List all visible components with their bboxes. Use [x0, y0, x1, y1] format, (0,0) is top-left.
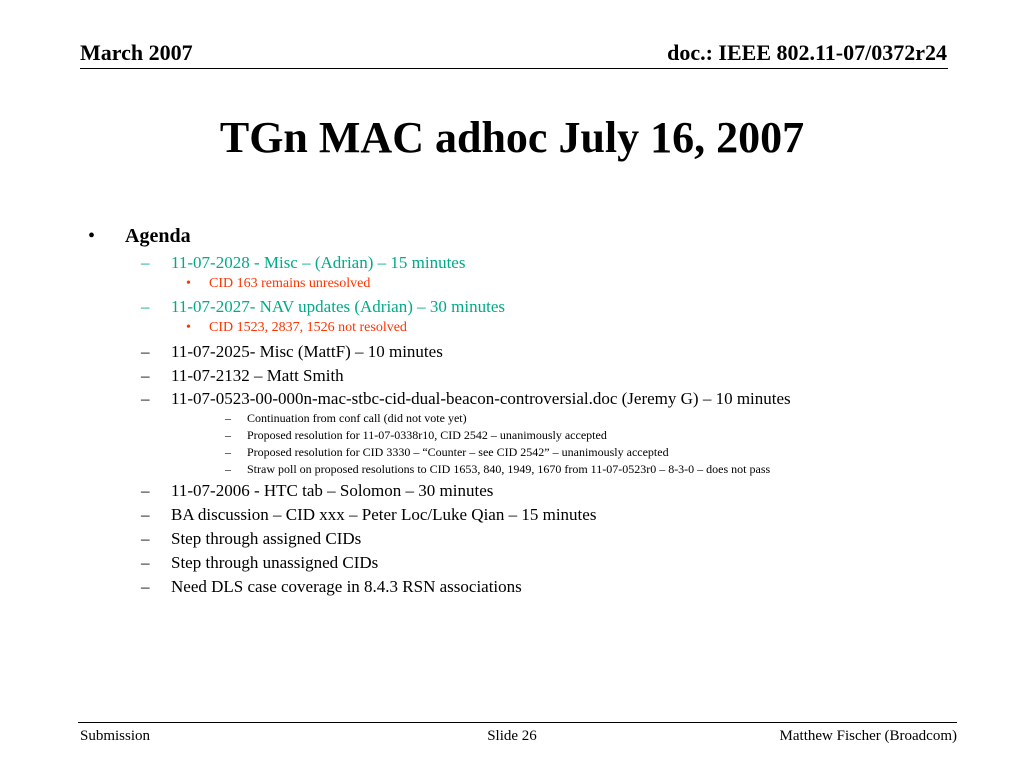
agenda-item-text: 11-07-2025- Misc (MattF) – 10 minutes: [171, 342, 443, 361]
dash-marker: –: [141, 553, 150, 572]
agenda-item-text: Proposed resolution for CID 3330 – “Counter – see CID 2542” – unanimously accepted: [247, 445, 669, 459]
bullet-marker: •: [88, 225, 96, 247]
agenda-item-text: BA discussion – CID xxx – Peter Loc/Luke Qian – 15 minutes: [171, 505, 597, 524]
agenda-item-text: 11-07-2028 - Misc – (Adrian) – 15 minutes: [171, 253, 466, 272]
agenda-item-text: Need DLS case coverage in 8.4.3 RSN associations: [171, 577, 522, 596]
header-date: March 2007: [80, 40, 193, 65]
bullet-marker: •: [186, 320, 191, 335]
header-doc-id: doc.: IEEE 802.11-07/0372r24: [667, 40, 947, 65]
agenda-item-text: CID 1523, 2837, 1526 not resolved: [209, 320, 407, 335]
dash-marker: –: [141, 389, 150, 408]
agenda-heading: Agenda: [125, 225, 191, 247]
dash-marker: –: [141, 529, 150, 548]
dash-marker: –: [225, 428, 231, 442]
dash-marker: –: [141, 577, 150, 596]
dash-marker: –: [141, 253, 150, 272]
agenda-item-text: 11-07-2027- NAV updates (Adrian) – 30 minutes: [171, 297, 505, 316]
footer-submission: Submission: [80, 728, 151, 744]
agenda-item-text: Step through assigned CIDs: [171, 529, 362, 548]
agenda-item-text: Proposed resolution for 11-07-0338r10, CID 2542 – unanimously accepted: [247, 428, 607, 442]
footer-divider: [78, 722, 957, 723]
dash-marker: –: [141, 505, 150, 524]
slide-title: TGn MAC adhoc July 16, 2007: [219, 113, 805, 162]
agenda-item-text: 11-07-0523-00-000n-mac-stbc-cid-dual-beacon-controversial.doc (Jeremy G) – 10 minutes: [171, 389, 791, 408]
footer-author: Matthew Fischer (Broadcom): [779, 728, 957, 744]
dash-marker: –: [141, 366, 150, 385]
dash-marker: –: [141, 297, 150, 316]
agenda-item-text: 11-07-2006 - HTC tab – Solomon – 30 minutes: [171, 481, 494, 500]
agenda-item-text: Step through unassigned CIDs: [171, 553, 379, 572]
agenda-item-text: Straw poll on proposed resolutions to CID 1653, 840, 1949, 1670 from 11-07-0523r0 – 8-3-0 – does not pass: [247, 462, 771, 476]
footer-slide-number: Slide 26: [487, 728, 537, 744]
dash-marker: –: [225, 462, 231, 476]
agenda-item-text: CID 163 remains unresolved: [209, 276, 371, 291]
agenda-item-text: 11-07-2132 – Matt Smith: [171, 366, 344, 385]
dash-marker: –: [141, 481, 150, 500]
agenda-item-text: Continuation from conf call (did not vote yet): [247, 411, 467, 425]
dash-marker: –: [225, 411, 231, 425]
bullet-marker: •: [186, 276, 191, 291]
dash-marker: –: [225, 445, 231, 459]
dash-marker: –: [141, 342, 150, 361]
